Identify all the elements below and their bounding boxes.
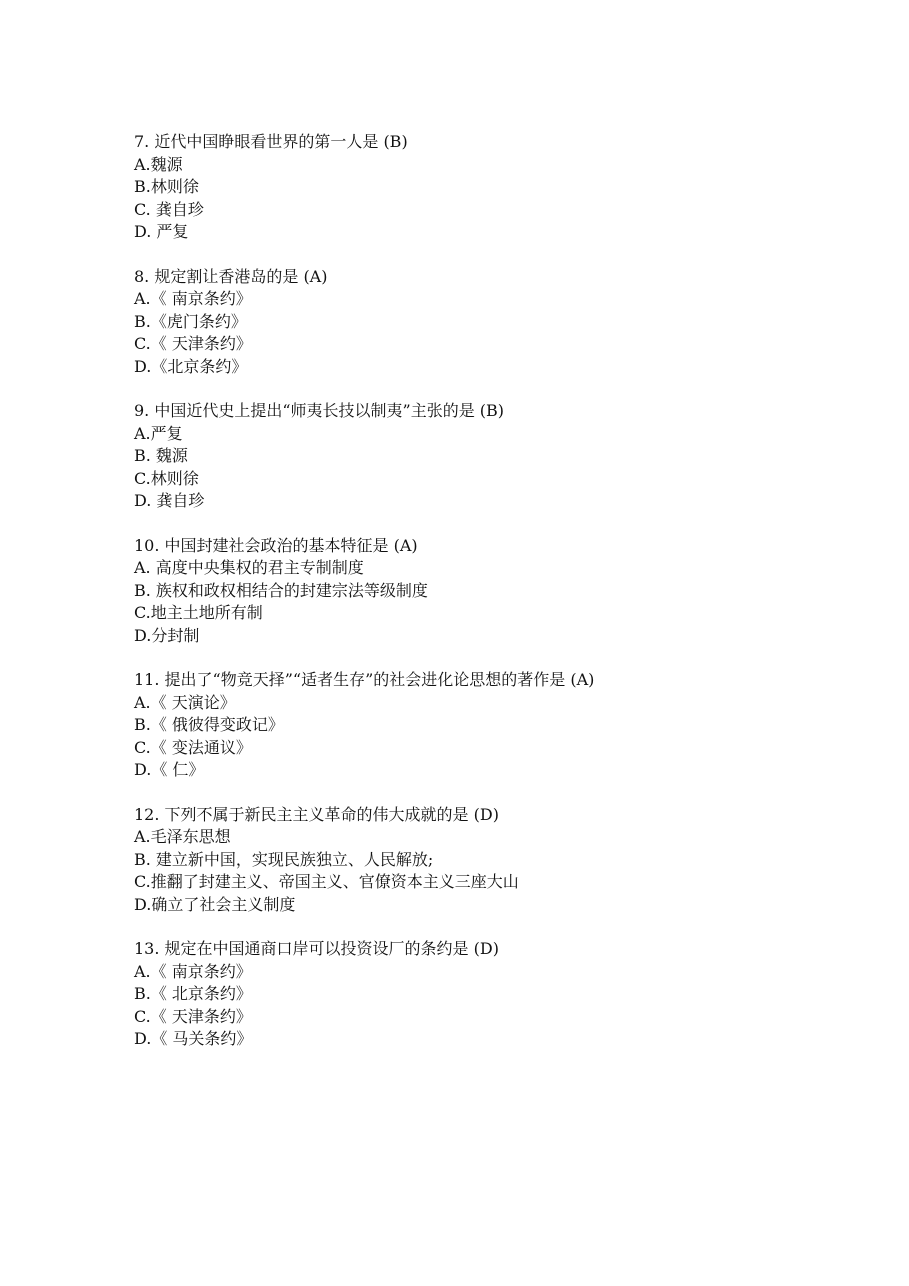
option-d: D.《北京条约》: [134, 356, 248, 376]
question-text: 9. 中国近代史上提出“师夷长技以制夷”主张的是 (B): [134, 401, 505, 420]
option-d: D. 严复: [134, 222, 189, 241]
option-c: C.林则徐: [134, 468, 199, 488]
question-text: 11. 提出了“物竞天择”“适者生存”的社会进化论思想的著作是 (A): [134, 670, 595, 689]
option-a: A.魏源: [134, 154, 183, 174]
option-d: D. 龚自珍: [134, 491, 205, 510]
question-text: 10. 中国封建社会政治的基本特征是 (A): [134, 535, 418, 555]
option-a: A.《 天演论》: [134, 692, 236, 712]
option-d: D.确立了社会主义制度: [134, 894, 296, 914]
option-b: B. 族权和政权相结合的封建宗法等级制度: [134, 580, 428, 600]
question-9: [134, 400, 834, 513]
option-a: A.《 南京条约》: [134, 289, 252, 308]
option-b: B.林则徐: [134, 177, 199, 196]
question-list: [134, 131, 834, 1073]
option-b: B.《 俄彼得变政记》: [134, 715, 284, 734]
question-11: [134, 669, 834, 782]
option-c: C.《 天津条约》: [134, 1006, 252, 1026]
option-c: C. 龚自珍: [134, 199, 204, 219]
option-a: A.《 南京条约》: [134, 961, 252, 981]
option-c: C.《 变法通议》: [134, 737, 252, 757]
question-13: [134, 938, 834, 1051]
question-text: 7. 近代中国睁眼看世界的第一人是 (B): [134, 132, 408, 151]
option-a: A.毛泽东思想: [134, 827, 231, 846]
option-d: D.分封制: [134, 625, 200, 645]
option-a: A.严复: [134, 423, 183, 443]
option-c: C.地主土地所有制: [134, 603, 263, 622]
option-d: D.《 仁》: [134, 760, 205, 779]
option-b: B.《虎门条约》: [134, 311, 247, 331]
option-c: C.推翻了封建主义、帝国主义、官僚资本主义三座大山: [134, 872, 519, 891]
option-d: D.《 马关条约》: [134, 1029, 253, 1048]
option-b: B.《 北京条约》: [134, 984, 252, 1003]
question-12: [134, 804, 834, 917]
question-text: 12. 下列不属于新民主主义革命的伟大成就的是 (D): [134, 804, 499, 824]
option-a: A. 高度中央集权的君主专制制度: [134, 558, 364, 577]
option-b: B. 建立新中国，实现民族独立、人民解放;: [134, 849, 434, 869]
question-text: 13. 规定在中国通商口岸可以投资设厂的条约是 (D): [134, 939, 499, 958]
option-c: C.《 天津条约》: [134, 334, 252, 353]
question-7: [134, 131, 834, 244]
question-8: [134, 266, 834, 379]
question-text: 8. 规定割让香港岛的是 (A): [134, 266, 328, 286]
option-b: B. 魏源: [134, 446, 188, 465]
question-10: [134, 535, 834, 648]
